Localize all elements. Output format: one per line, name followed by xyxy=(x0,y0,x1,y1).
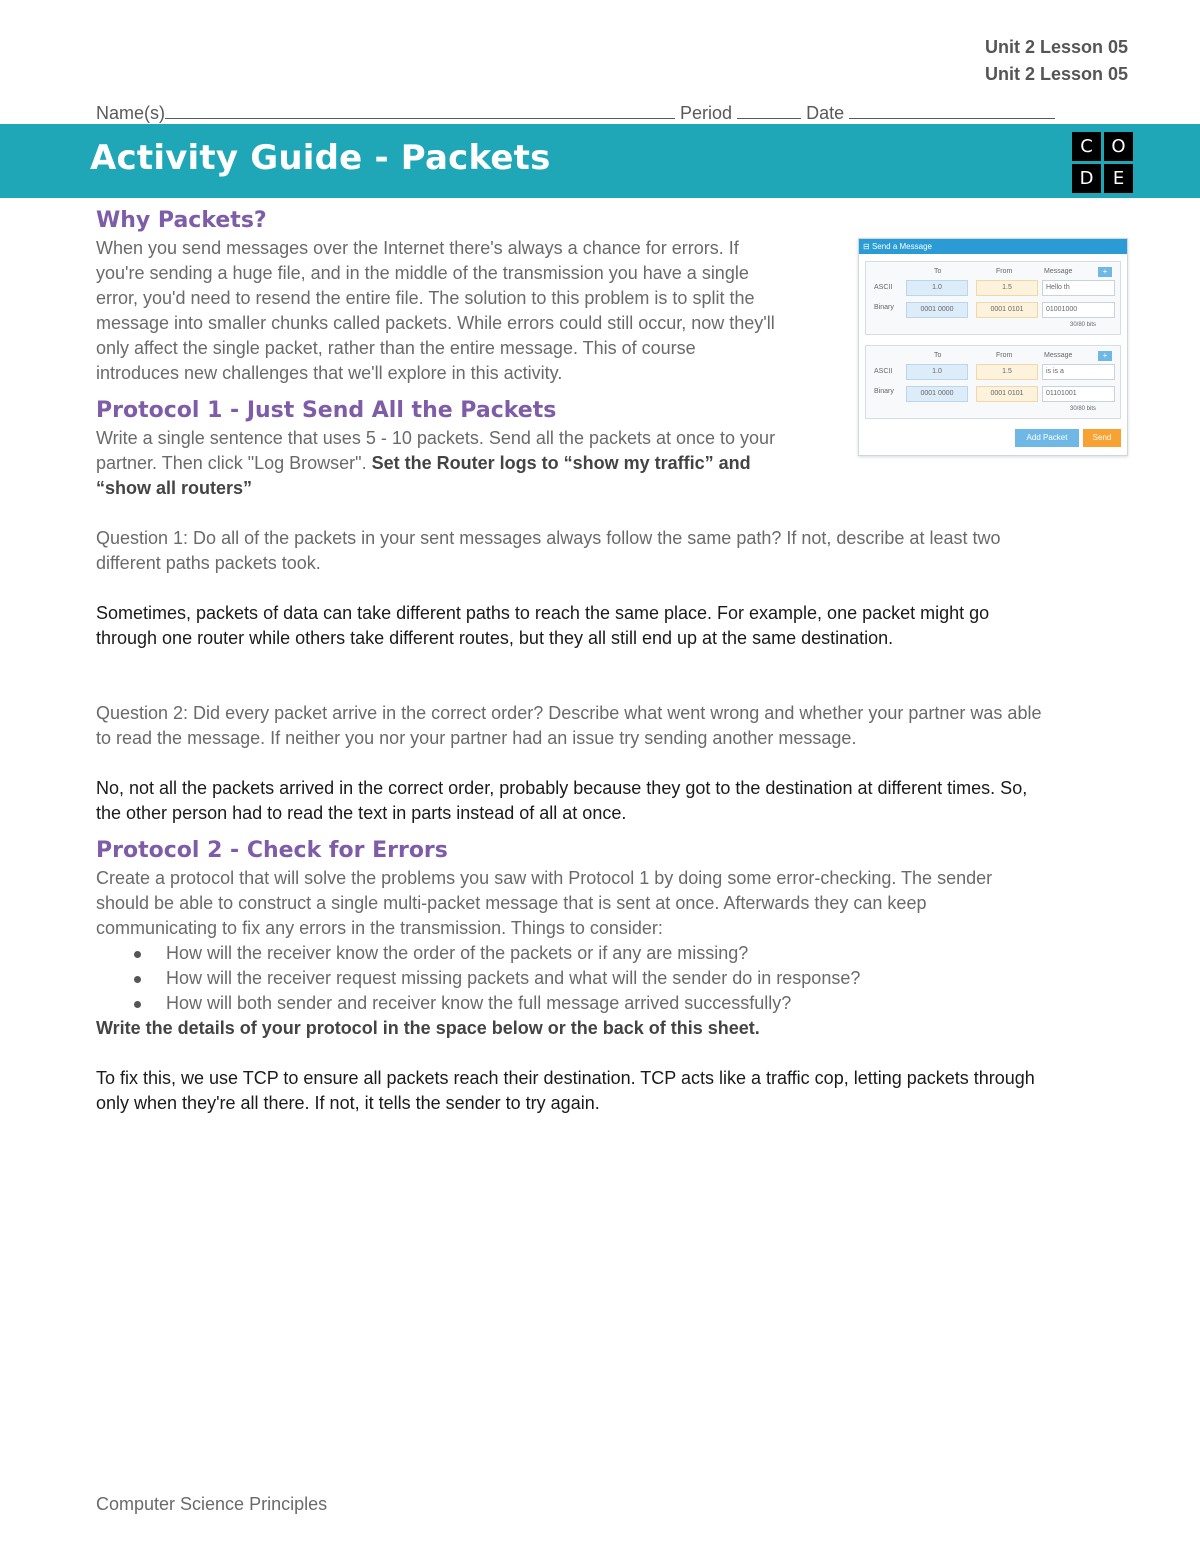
bit-count: 30/80 bits xyxy=(1070,322,1097,328)
protocol1-line: Write a single sentence that uses 5 - 10 packets. Send all the packets at once to your xyxy=(96,428,776,448)
why-packets-heading: Why Packets? xyxy=(96,208,267,233)
col-message-label: Message xyxy=(1044,352,1073,359)
question2-answer xyxy=(96,776,1136,826)
col-message-label: Message xyxy=(1044,268,1073,275)
unit-lesson-label: Unit 2 Lesson 05 xyxy=(984,37,1128,57)
logo-letter-o: O xyxy=(1104,132,1133,161)
page-title: Activity Guide - Packets xyxy=(90,138,551,178)
packet-editor-1 xyxy=(865,261,1121,335)
answer-line: No, not all the packets arrived in the correct order, probably because they got to the destination at different times. So, xyxy=(96,778,1028,798)
question2-line: Question 2: Did every packet arrive in the correct order? Describe what went wrong and whether your partner was able xyxy=(96,703,1042,723)
packet-editor-2 xyxy=(865,345,1121,419)
protocol1-heading: Protocol 1 - Just Send All the Packets xyxy=(96,398,557,423)
logo-letter-e: E xyxy=(1104,164,1133,193)
protocol1-line-bold: Set the Router logs to “show my traffic” and xyxy=(371,453,751,473)
why-packets-line: message into smaller chunks called packets. While errors could still occur, now they'll xyxy=(96,313,775,333)
bit-count: 30/80 bits xyxy=(1070,406,1097,412)
code-org-logo xyxy=(1070,130,1134,194)
from-binary-field[interactable]: 0001 0101 xyxy=(976,302,1038,318)
from-ascii-field[interactable]: 1.5 xyxy=(976,364,1038,380)
protocol2-line: Create a protocol that will solve the problems you saw with Protocol 1 by doing some error-checking. The sender xyxy=(96,868,993,888)
question1-line: Question 1: Do all of the packets in your sent messages always follow the same path? If not, describe at least two xyxy=(96,528,1001,548)
logo-letter-d: D xyxy=(1072,164,1101,193)
protocol1-text xyxy=(96,426,846,501)
add-icon[interactable]: + xyxy=(1098,267,1112,277)
to-ascii-field[interactable]: 1.0 xyxy=(906,364,968,380)
question1-answer xyxy=(96,601,1136,651)
answer-line: To fix this, we use TCP to ensure all packets reach their destination. TCP acts like a traffic cop, letting packets through xyxy=(96,1068,1035,1088)
list-item: How will the receiver request missing packets and what will the sender do in response? xyxy=(96,966,1136,991)
message-binary-field[interactable]: 01101001 xyxy=(1042,386,1115,402)
protocol2-line: should be able to construct a single multi-packet message that is sent at once. Afterwards they can keep xyxy=(96,893,927,913)
name-period-date-line xyxy=(96,100,1055,124)
message-binary-field[interactable]: 01001000 xyxy=(1042,302,1115,318)
protocol1-line-bold: “show all routers” xyxy=(96,478,253,498)
why-packets-line: error, you'd need to resend the entire file. The solution to this problem is to split the xyxy=(96,288,755,308)
col-to-label: To xyxy=(934,352,942,359)
protocol2-instruction: Write the details of your protocol in the space below or the back of this sheet. xyxy=(96,1018,760,1038)
from-ascii-field[interactable]: 1.5 xyxy=(976,280,1038,296)
period-field[interactable] xyxy=(737,100,801,119)
footer-course-name: Computer Science Principles xyxy=(96,1494,328,1514)
ascii-row-label: ASCII xyxy=(874,284,893,291)
protocol2-answer xyxy=(96,1066,1136,1116)
answer-line: the other person had to read the text in parts instead of all at once. xyxy=(96,803,627,823)
protocol2-text xyxy=(96,866,1136,1041)
send-message-widget-screenshot xyxy=(858,238,1128,456)
widget-header: ⊟ Send a Message xyxy=(859,239,1127,254)
answer-line: only when they're all there. If not, it tells the sender to try again. xyxy=(96,1093,600,1113)
title-banner xyxy=(0,124,1200,198)
message-ascii-field[interactable]: is is a xyxy=(1042,364,1115,380)
add-packet-button[interactable]: Add Packet xyxy=(1015,429,1079,447)
col-from-label: From xyxy=(996,268,1013,275)
why-packets-line: only affect the single packet, rather than the entire message. This of course xyxy=(96,338,696,358)
question2-line: to read the message. If neither you nor your partner had an issue try sending another message. xyxy=(96,728,857,748)
question1-line: different paths packets took. xyxy=(96,553,321,573)
binary-row-label: Binary xyxy=(874,304,894,311)
date-field[interactable] xyxy=(849,100,1055,119)
col-from-label: From xyxy=(996,352,1013,359)
message-ascii-field[interactable]: Hello th xyxy=(1042,280,1115,296)
protocol1-line-plain: partner. Then click "Log Browser". xyxy=(96,453,372,473)
name-label: Name(s) xyxy=(96,103,166,123)
protocol2-heading: Protocol 2 - Check for Errors xyxy=(96,838,448,863)
list-item: How will both sender and receiver know the full message arrived successfully? xyxy=(96,991,1136,1016)
why-packets-line: introduces new challenges that we'll explore in this activity. xyxy=(96,363,563,383)
question1 xyxy=(96,526,1136,576)
from-binary-field[interactable]: 0001 0101 xyxy=(976,386,1038,402)
why-packets-line: you're sending a huge file, and in the middle of the transmission you have a single xyxy=(96,263,749,283)
protocol2-line: communicating to fix any errors in the transmission. Things to consider: xyxy=(96,918,663,938)
widget-title: Send a Message xyxy=(871,242,932,251)
add-icon[interactable]: + xyxy=(1098,351,1112,361)
unit-lesson-label-repeat: Unit 2 Lesson 05 xyxy=(984,64,1128,84)
col-to-label: To xyxy=(934,268,942,275)
date-label: Date xyxy=(806,103,845,123)
why-packets-text xyxy=(96,236,846,386)
send-button[interactable]: Send xyxy=(1083,429,1121,447)
name-field[interactable] xyxy=(165,100,675,119)
question2 xyxy=(96,701,1136,751)
answer-line: through one router while others take different routes, but they all still end up at the same destination. xyxy=(96,628,894,648)
consideration-list xyxy=(96,941,1136,1016)
list-item: How will the receiver know the order of the packets or if any are missing? xyxy=(96,941,1136,966)
to-ascii-field[interactable]: 1.0 xyxy=(906,280,968,296)
period-label: Period xyxy=(680,103,733,123)
protocol1-line xyxy=(96,451,846,476)
why-packets-line: When you send messages over the Internet there's always a chance for errors. If xyxy=(96,238,739,258)
ascii-row-label: ASCII xyxy=(874,368,893,375)
answer-line: Sometimes, packets of data can take different paths to reach the same place. For example, one packet might go xyxy=(96,603,990,623)
binary-row-label: Binary xyxy=(874,388,894,395)
logo-letter-c: C xyxy=(1072,132,1101,161)
to-binary-field[interactable]: 0001 0000 xyxy=(906,386,968,402)
to-binary-field[interactable]: 0001 0000 xyxy=(906,302,968,318)
